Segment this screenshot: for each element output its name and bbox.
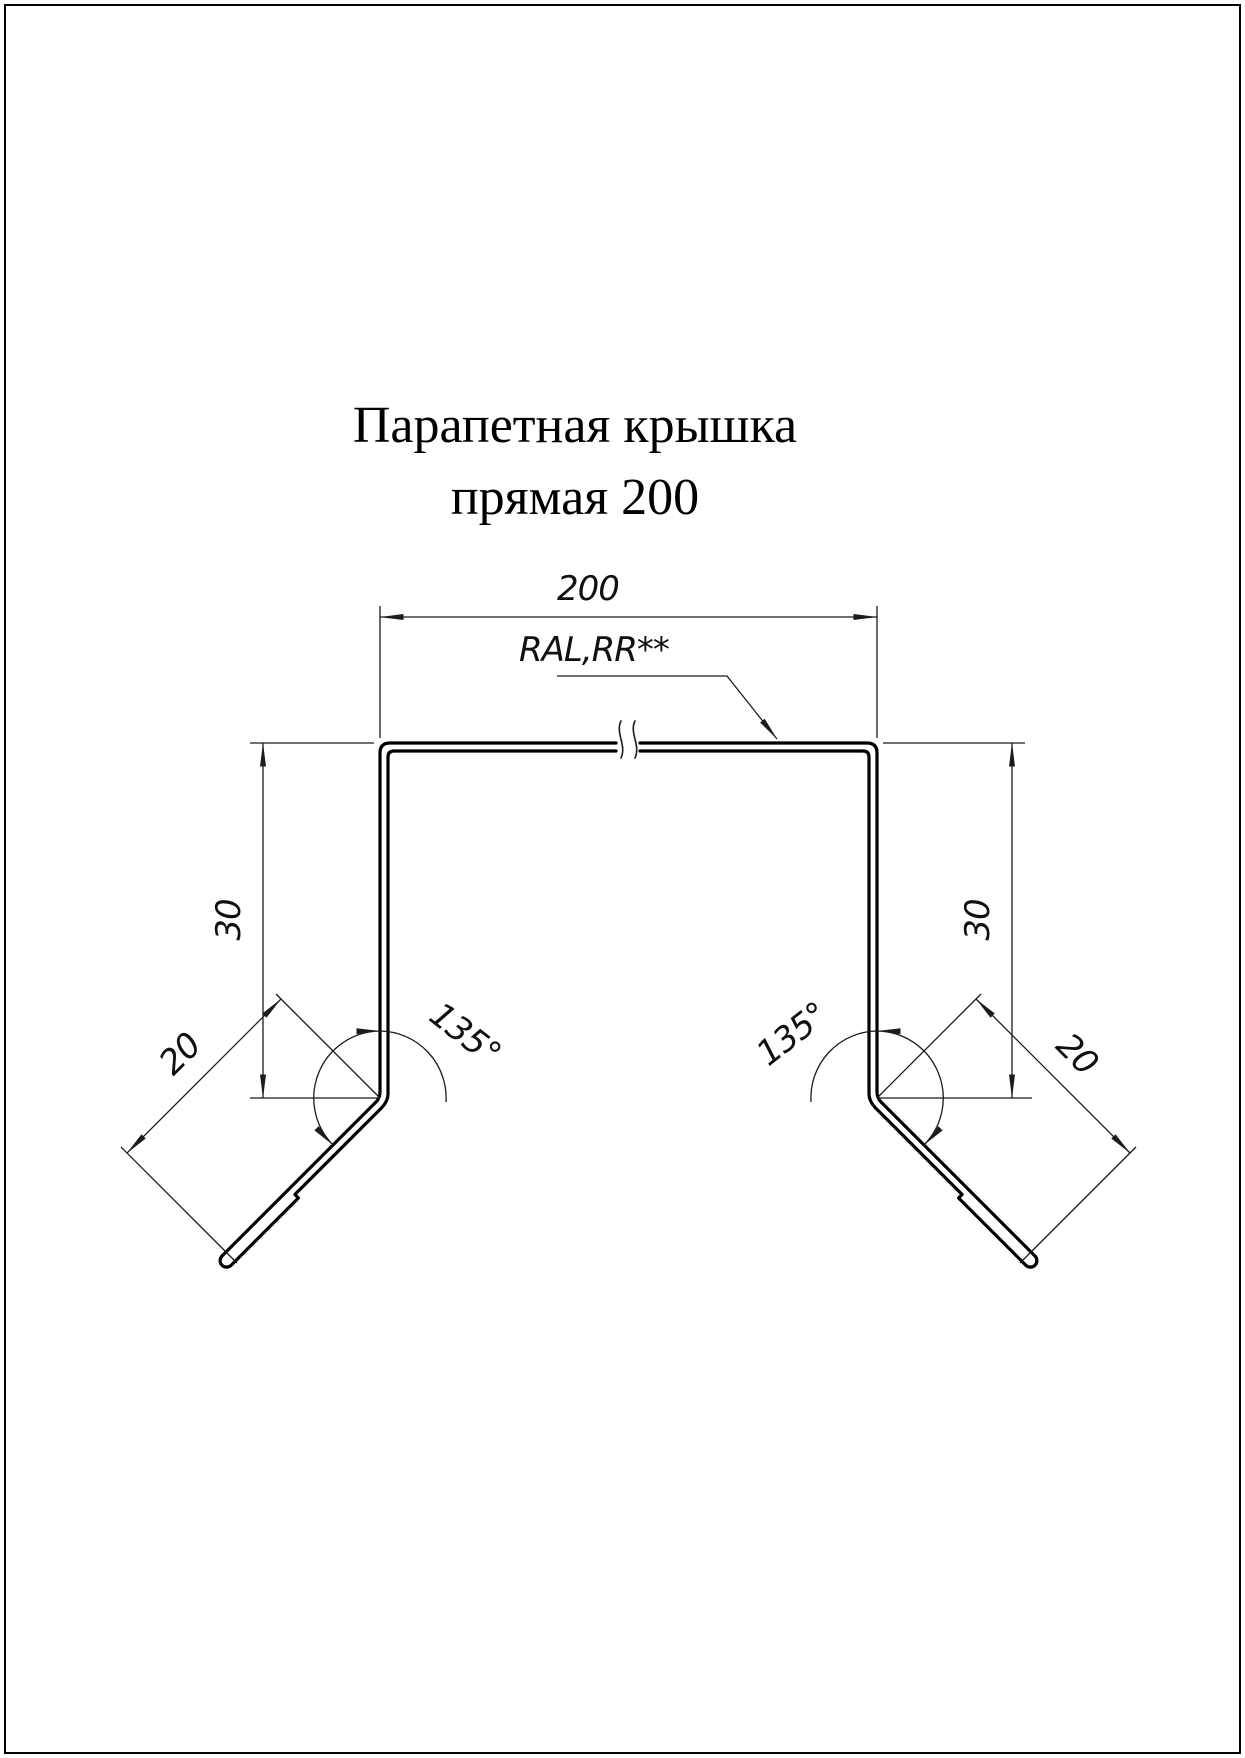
coating-label: RAL,RR** [519,630,669,670]
drawing-title [353,397,797,526]
angle-arc-extension [380,1031,446,1102]
dimension-left-flange [121,994,380,1263]
dimension-line [127,999,281,1153]
angle-right-135 [749,995,943,1145]
dimension-right-flange [877,994,1136,1263]
dimension-30-right-label: 30 [958,899,998,941]
dimension-20-left-label: 20 [151,1025,209,1083]
sheet-border [5,5,1240,1753]
leader-line [557,676,777,739]
profile-outline [220,721,1037,1267]
profile-inner-right [640,751,1037,1267]
title-line-1: Парапетная крышка [352,397,798,454]
dimension-20-right-label: 20 [1048,1025,1106,1083]
extension-line [1020,1147,1136,1263]
coating-leader [519,630,777,739]
angle-arc-extension [811,1031,877,1102]
break-symbol [619,721,636,758]
dimension-line [976,999,1130,1153]
extension-line [276,994,380,1098]
angle-135-left-label: 135° [421,994,508,1075]
dimension-200-label: 200 [557,569,619,609]
extension-line [877,994,981,1098]
angle-135-right-label: 135° [749,994,836,1075]
profile-inner-left [220,751,616,1267]
angle-left-135 [314,995,508,1145]
dimension-right-height [877,743,1032,1098]
dimension-30-left-label: 30 [209,899,249,941]
title-line-2: прямая 200 [450,469,700,526]
extension-line [121,1147,237,1263]
